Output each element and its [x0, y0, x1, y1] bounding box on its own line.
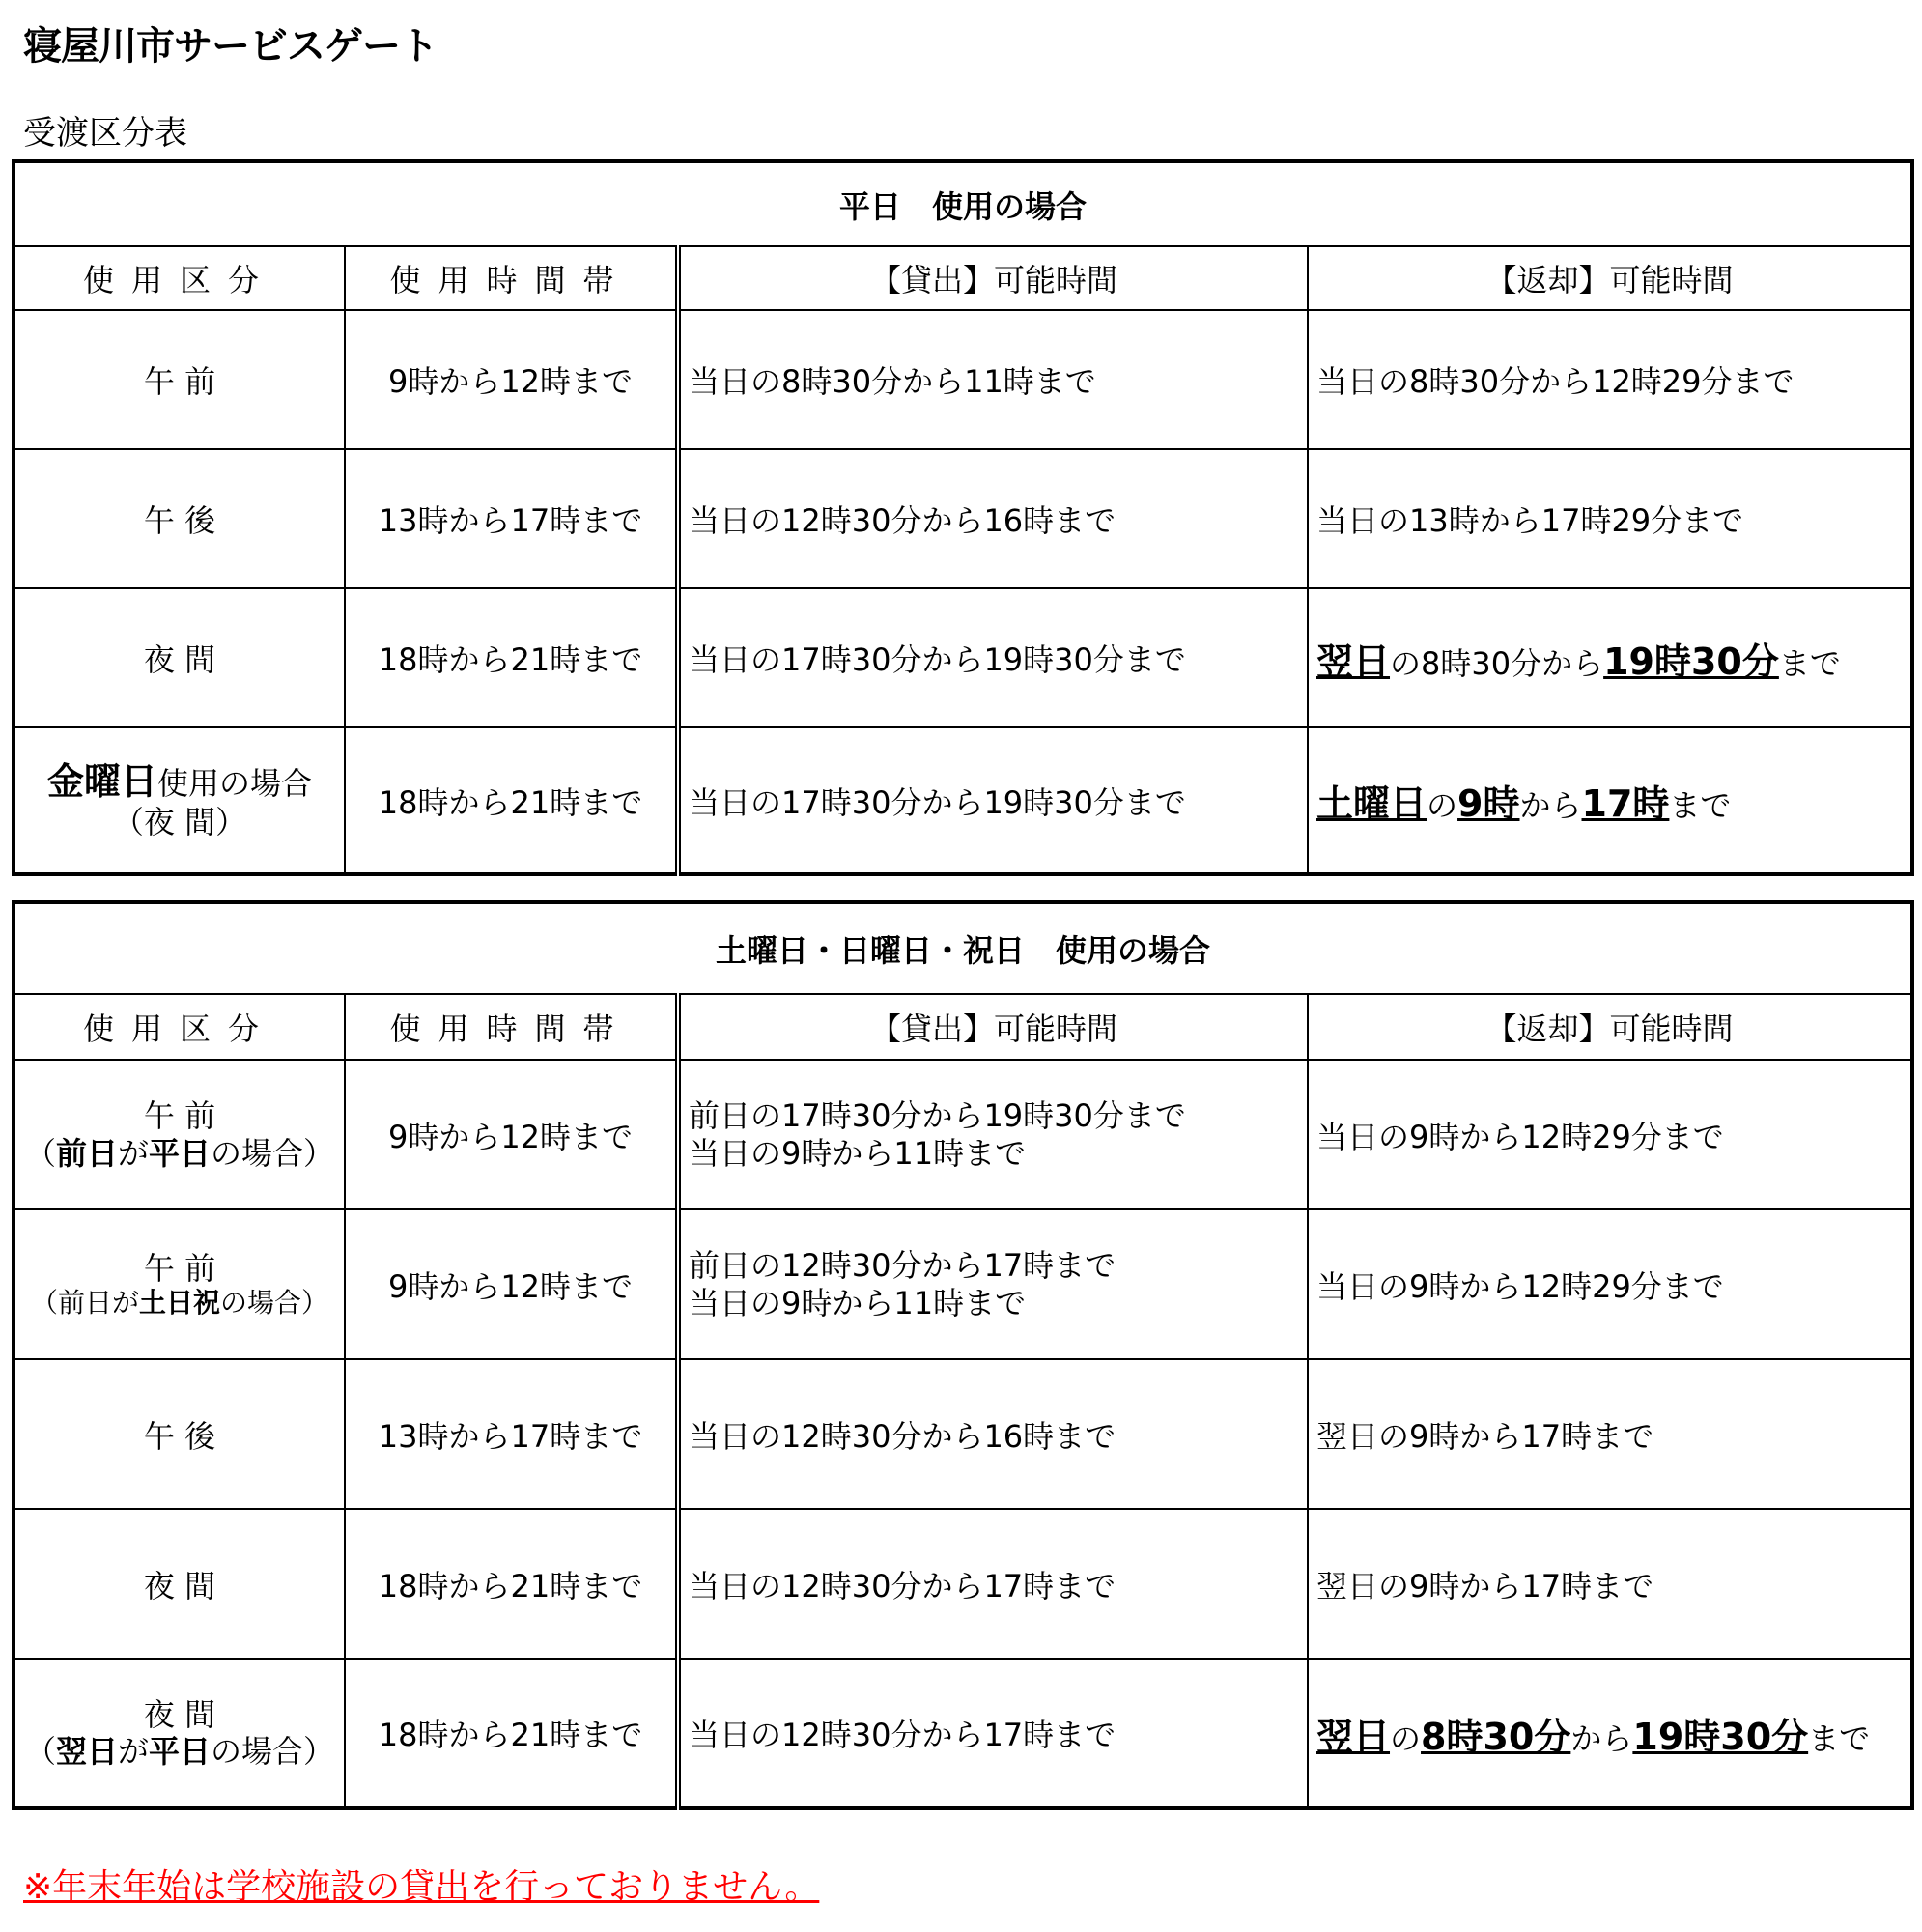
row-return: 翌日の9時から17時まで [1308, 1359, 1912, 1509]
row-category: 午 前 [14, 310, 345, 449]
emph-text: 金曜日 [46, 759, 157, 803]
plain-text: （前日が [30, 1286, 139, 1319]
row-category: 午 後 [14, 1359, 345, 1509]
row-category [14, 1209, 345, 1359]
plain-text: 当日の9時から11時まで [689, 1284, 1027, 1321]
row-time: 18時から21時まで [345, 1659, 678, 1808]
header-lend: 【貸出】可能時間 [678, 994, 1308, 1060]
row-lend [678, 1060, 1308, 1209]
weekday-section-title: 平日 使用の場合 [14, 161, 1912, 246]
row-lend: 当日の17時30分から19時30分まで [678, 588, 1308, 727]
header-category: 使用区分 [14, 994, 345, 1060]
header-return: 【返却】可能時間 [1308, 994, 1912, 1060]
row-time: 9時から12時まで [345, 1209, 678, 1359]
row-time: 18時から21時まで [345, 588, 678, 727]
emph-text: 9時 [1457, 782, 1520, 825]
table-row [14, 588, 1912, 727]
row-time: 13時から17時まで [345, 449, 678, 588]
plain-text: （ [24, 1733, 56, 1770]
row-return [1308, 588, 1912, 727]
row-return: 当日の9時から12時29分まで [1308, 1060, 1912, 1209]
header-lend: 【貸出】可能時間 [678, 246, 1308, 310]
row-return: 当日の9時から12時29分まで [1308, 1209, 1912, 1359]
plain-text: の [1427, 787, 1458, 824]
plain-text: の [1390, 1719, 1422, 1757]
row-lend: 当日の12時30分から17時まで [678, 1509, 1308, 1659]
plain-text: まで [1808, 1719, 1871, 1757]
plain-text: から [1570, 1719, 1633, 1757]
plain-text: 午 前 [143, 1097, 216, 1135]
header-return: 【返却】可能時間 [1308, 246, 1912, 310]
row-category: 夜 間 [14, 1509, 345, 1659]
table-row [14, 1659, 1912, 1808]
plain-text: の場合） [211, 1134, 335, 1172]
emph-text: 翌日 [1316, 639, 1391, 683]
table-row [14, 449, 1912, 588]
plain-text: （夜 間） [112, 804, 247, 841]
row-time: 18時から21時まで [345, 1509, 678, 1659]
header-time: 使用時間帯 [345, 994, 678, 1060]
row-lend: 当日の12時30分から17時まで [678, 1659, 1308, 1808]
emph-text: 平日 [149, 1733, 212, 1770]
row-time: 9時から12時まで [345, 1060, 678, 1209]
plain-text: 前日の12時30分から17時まで [689, 1247, 1116, 1285]
header-time: 使用時間帯 [345, 246, 678, 310]
emph-text: 19時30分 [1603, 639, 1779, 683]
table-row [14, 1359, 1912, 1509]
row-category [14, 1659, 345, 1808]
row-return [1308, 727, 1912, 874]
plain-text: 午 前 [143, 1249, 216, 1287]
table-row [14, 1509, 1912, 1659]
plain-text: 夜 間 [143, 1695, 216, 1733]
row-time: 13時から17時まで [345, 1359, 678, 1509]
emph-text: 19時30分 [1632, 1715, 1809, 1758]
emph-text: 土曜日 [1316, 782, 1427, 825]
plain-text: が [117, 1134, 149, 1172]
plain-text: の場合） [211, 1733, 335, 1770]
header-category: 使用区分 [14, 246, 345, 310]
page-subtitle: 受渡区分表 [23, 114, 187, 153]
weekday-table [12, 159, 1914, 876]
row-category [14, 727, 345, 874]
emph-text: 8時30分 [1421, 1715, 1571, 1758]
table-row [14, 310, 1912, 449]
emph-text: 17時 [1581, 782, 1670, 825]
row-category: 夜 間 [14, 588, 345, 727]
emph-text: 翌日 [55, 1733, 118, 1770]
row-category: 午 後 [14, 449, 345, 588]
emph-text: 前日 [55, 1134, 118, 1172]
year-end-notice: ※年末年始は学校施設の貸出を行っておりません。 [23, 1867, 820, 1907]
table-row [14, 1209, 1912, 1359]
row-lend: 当日の12時30分から16時まで [678, 449, 1308, 588]
row-lend: 当日の17時30分から19時30分まで [678, 727, 1308, 874]
plain-text: 当日の9時から11時まで [689, 1134, 1027, 1172]
row-return: 翌日の9時から17時まで [1308, 1509, 1912, 1659]
plain-text: の8時30分から [1390, 644, 1604, 682]
plain-text: 使用の場合 [157, 764, 313, 802]
table-row [14, 1060, 1912, 1209]
row-time: 9時から12時まで [345, 310, 678, 449]
emph-text: 土日祝 [138, 1286, 220, 1319]
plain-text: が [117, 1733, 149, 1770]
row-category [14, 1060, 345, 1209]
row-return: 当日の13時から17時29分まで [1308, 449, 1912, 588]
page-title: 寝屋川市サービスゲート [23, 24, 438, 69]
plain-text: から [1519, 787, 1582, 824]
plain-text: の場合） [220, 1286, 329, 1319]
row-lend: 当日の8時30分から11時まで [678, 310, 1308, 449]
row-return [1308, 1659, 1912, 1808]
emph-text: 平日 [149, 1134, 212, 1172]
row-lend: 当日の12時30分から16時まで [678, 1359, 1308, 1509]
weekend-section-title: 土曜日・日曜日・祝日 使用の場合 [14, 902, 1912, 994]
row-return: 当日の8時30分から12時29分まで [1308, 310, 1912, 449]
row-lend [678, 1209, 1308, 1359]
plain-text: まで [1669, 787, 1732, 824]
emph-text: 翌日 [1316, 1715, 1391, 1758]
row-time: 18時から21時まで [345, 727, 678, 874]
plain-text: まで [1778, 644, 1841, 682]
weekend-table [12, 900, 1914, 1810]
plain-text: （ [24, 1134, 56, 1172]
table-row [14, 727, 1912, 874]
plain-text: 前日の17時30分から19時30分まで [689, 1097, 1186, 1135]
